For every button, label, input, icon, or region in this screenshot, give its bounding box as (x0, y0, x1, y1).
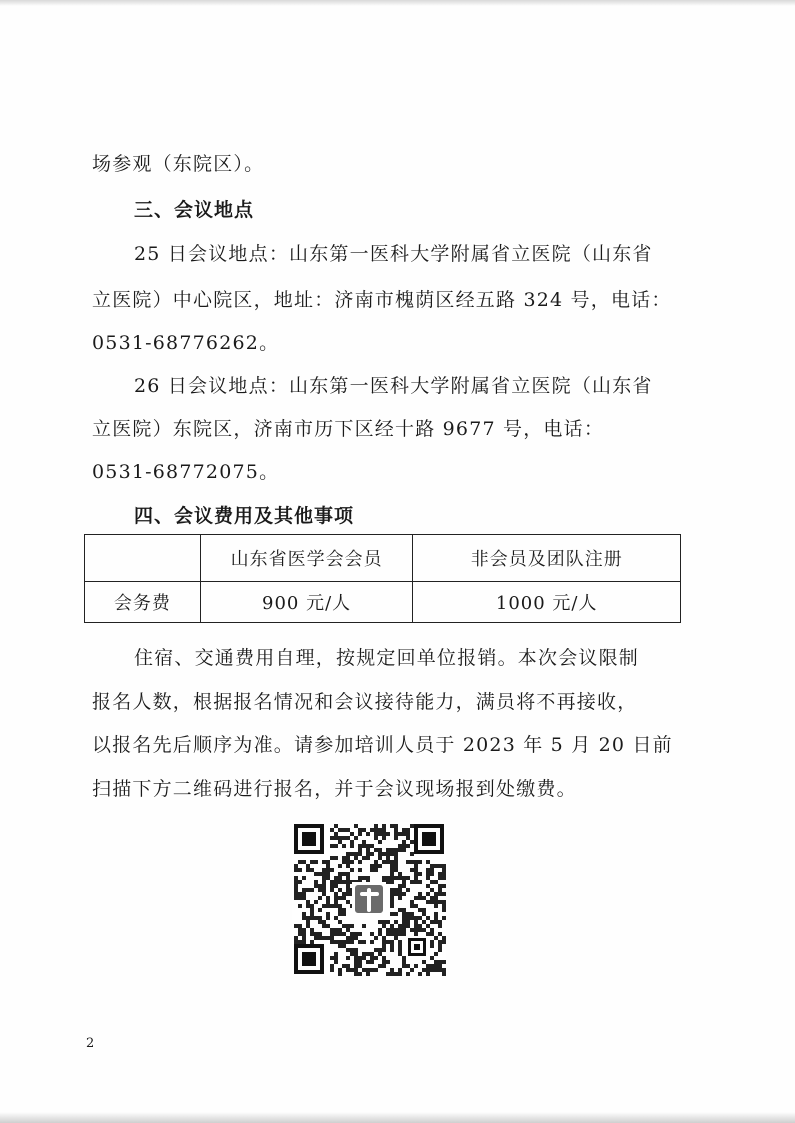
section-heading-venue: 三、会议地点 (134, 199, 255, 221)
paragraph-line: 26 日会议地点：山东第一医科大学附属省立医院（山东省 (134, 375, 653, 397)
fee-table-cell: 会务费 (85, 582, 201, 623)
section-heading-fees: 四、会议费用及其他事项 (134, 505, 355, 527)
paragraph-line: 0531-68776262。 (92, 332, 280, 354)
fee-table-header-cell (85, 535, 201, 582)
paragraph-line: 25 日会议地点：山东第一医科大学附属省立医院（山东省 (134, 243, 653, 265)
fee-table-row (85, 582, 681, 623)
fee-table-header-cell: 山东省医学会会员 (200, 535, 413, 582)
paragraph-line: 扫描下方二维码进行报名，并于会议现场报到处缴费。 (92, 778, 577, 800)
fee-table-cell: 1000 元/人 (413, 582, 681, 623)
scan-edge-bottom (0, 1112, 795, 1123)
paragraph-line: 场参观（东院区）。 (92, 153, 265, 175)
fee-table-header-cell: 非会员及团队注册 (413, 535, 681, 582)
paragraph-line: 以报名先后顺序为准。请参加培训人员于 2023 年 5 月 20 日前 (92, 734, 673, 756)
fee-table-header-row (85, 535, 681, 582)
page-number: 2 (86, 1036, 95, 1051)
fee-table-cell: 900 元/人 (200, 582, 413, 623)
paragraph-line: 住宿、交通费用自理，按规定回单位报销。本次会议限制 (134, 647, 640, 669)
paragraph-line: 报名人数，根据报名情况和会议接待能力，满员将不再接收， (92, 691, 638, 713)
paragraph-line: 立医院）东院区，济南市历下区经十路 9677 号，电话： (92, 418, 605, 440)
paragraph-line: 0531-68772075。 (92, 461, 280, 483)
qr-code-icon[interactable] (292, 822, 446, 976)
paragraph-line: 立医院）中心院区，地址：济南市槐荫区经五路 324 号，电话： (92, 289, 672, 311)
fee-table (84, 534, 681, 623)
scan-edge-top (0, 0, 795, 6)
